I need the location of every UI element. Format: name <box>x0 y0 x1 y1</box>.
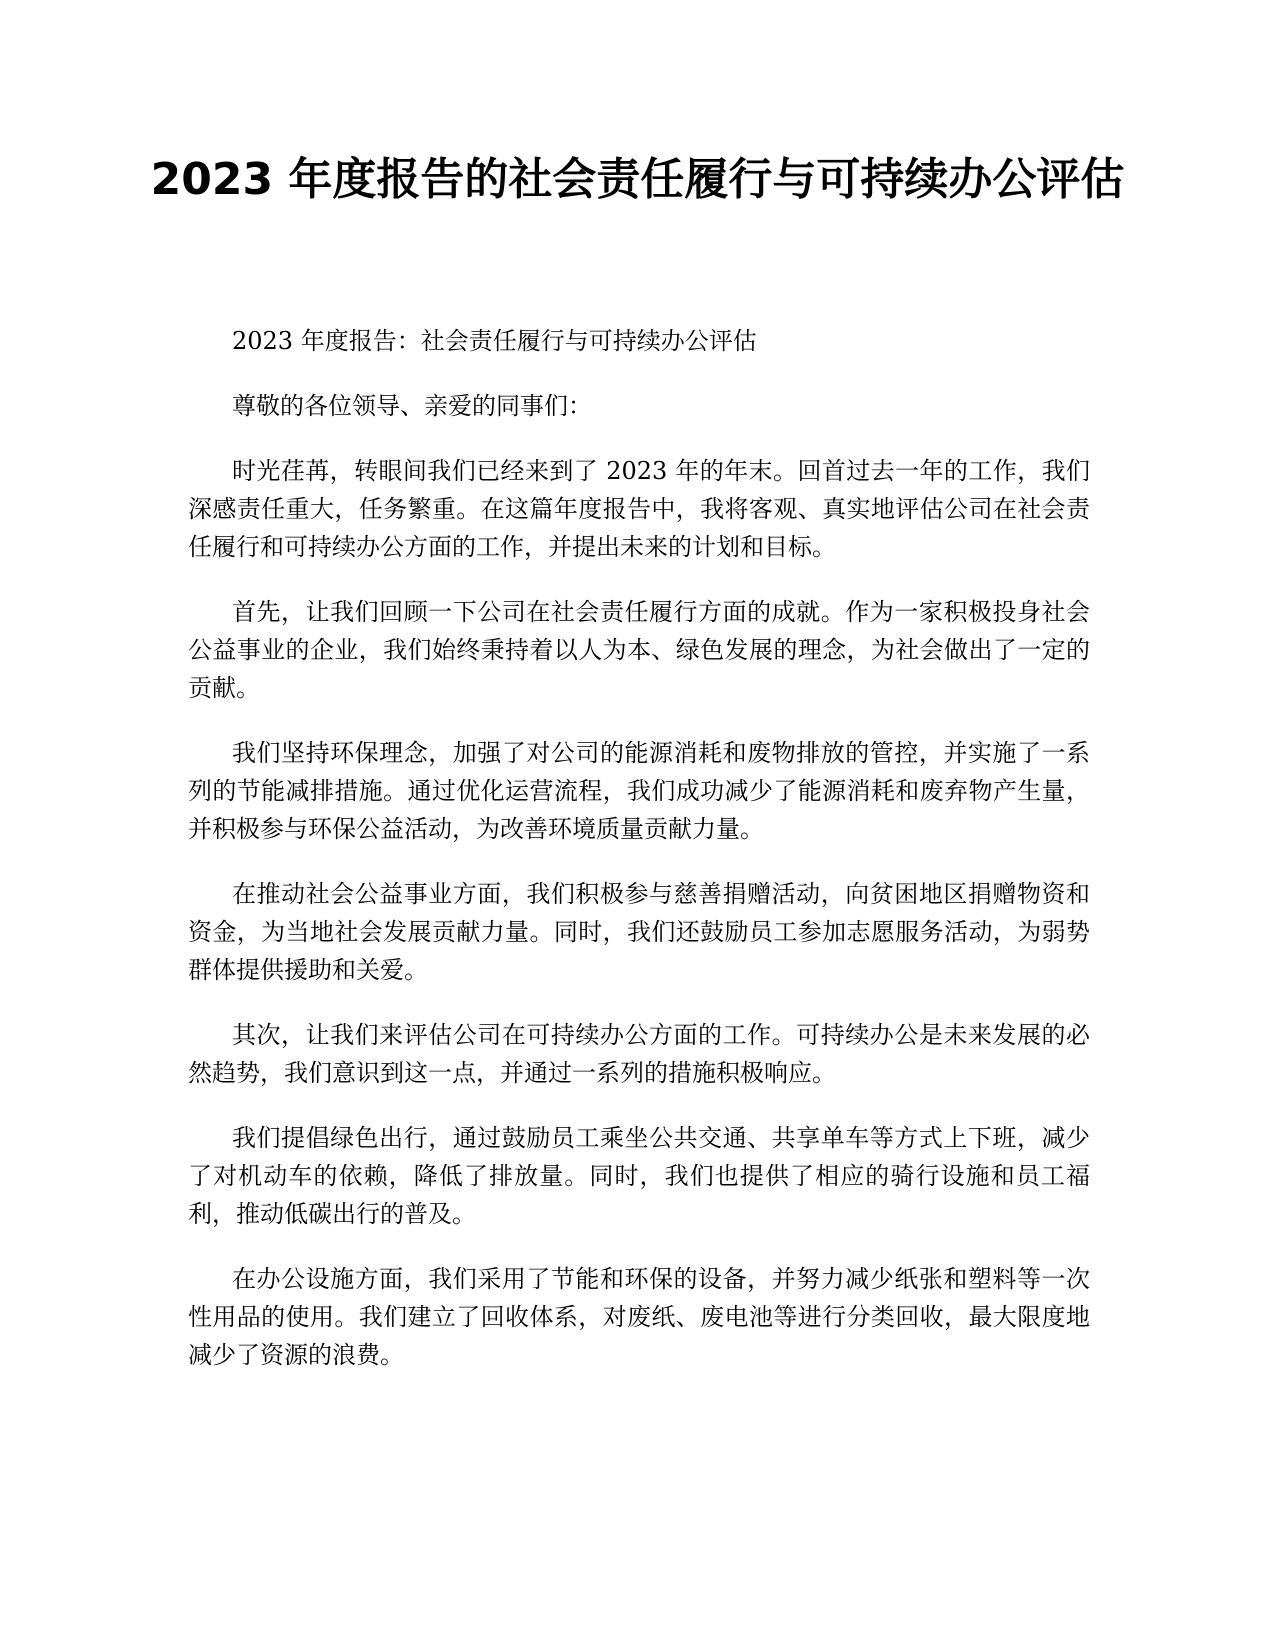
paragraph-report-heading: 2023 年度报告：社会责任履行与可持续办公评估 <box>232 327 757 355</box>
paragraph-office-facilities: 在办公设施方面，我们采用了节能和环保的设备，并努力减少纸张和塑料等一次性用品的使用。我们建立了回收体系，对废纸、废电池等进行分类回收，最大限度地减少了资源的浪费。 <box>188 1265 1090 1369</box>
paragraph-sustainable-office: 其次，让我们来评估公司在可持续办公方面的工作。可持续办公是未来发展的必然趋势，我们意识到这一点，并通过一系列的措施积极响应。 <box>188 1021 1090 1087</box>
paragraph-charity: 在推动社会公益事业方面，我们积极参与慈善捐赠活动，向贫困地区捐赠物资和资金，为当地社会发展贡献力量。同时，我们还鼓励员工参加志愿服务活动，为弱势群体提供援助和关爱。 <box>188 880 1090 984</box>
document-title: 2023 年度报告的社会责任履行与可持续办公评估 <box>150 154 1125 205</box>
paragraph-environmental: 我们坚持环保理念，加强了对公司的能源消耗和废物排放的管控，并实施了一系列的节能减排措施。通过优化运营流程，我们成功减少了能源消耗和废弃物产生量，并积极参与环保公益活动，为改善环境质量贡献力量。 <box>188 739 1090 843</box>
paragraph-intro: 时光荏苒，转眼间我们已经来到了 2023 年的年末。回首过去一年的工作，我们深感责任重大，任务繁重。在这篇年度报告中，我将客观、真实地评估公司在社会责任履行和可持续办公方面的工作，并提出未来的计划和目标。 <box>188 457 1090 561</box>
paragraph-green-commute: 我们提倡绿色出行，通过鼓励员工乘坐公共交通、共享单车等方式上下班，减少了对机动车的依赖，降低了排放量。同时，我们也提供了相应的骑行设施和员工福利，推动低碳出行的普及。 <box>188 1124 1090 1228</box>
paragraph-greeting: 尊敬的各位领导、亲爱的同事们： <box>232 392 592 420</box>
paragraph-social-responsibility: 首先，让我们回顾一下公司在社会责任履行方面的成就。作为一家积极投身社会公益事业的企业，我们始终秉持着以人为本、绿色发展的理念，为社会做出了一定的贡献。 <box>188 598 1090 702</box>
document-body <box>188 322 1090 1401</box>
